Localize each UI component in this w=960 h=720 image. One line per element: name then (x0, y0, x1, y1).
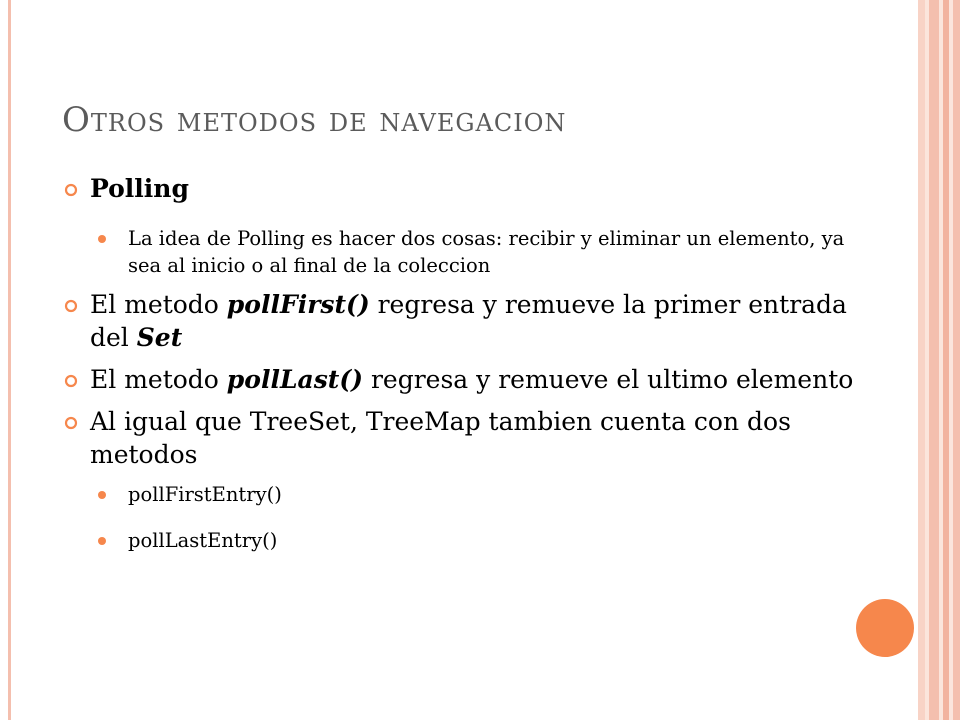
bullet-polling (64, 172, 864, 205)
bullet-polllast (64, 363, 864, 396)
sub-bullet-polling-description (98, 225, 864, 279)
dot-bullet-icon (98, 235, 106, 243)
bullet-treemap-text: Al igual que TreeSet, TreeMap tambien cuenta con dos metodos (90, 406, 791, 469)
left-frame-line (8, 0, 11, 720)
sub-bullet-pollfirstentry (98, 481, 864, 508)
sub-bullet-polllastentry-text: pollLastEntry() (128, 529, 278, 552)
bullet-pollfirst-pre: El metodo (90, 289, 227, 319)
dot-bullet-icon (98, 537, 106, 545)
bullet-treemap (64, 405, 864, 471)
pollfirst-method-name: pollFirst() (226, 289, 370, 319)
polllast-method-name: pollLast() (226, 364, 364, 394)
set-keyword: Set (136, 322, 183, 352)
bullet-pollfirst-post: regresa y remueve la primer entrada del (90, 289, 847, 352)
ring-bullet-icon (64, 416, 78, 430)
bullet-polllast-pre: El metodo (90, 364, 227, 394)
bullet-list (64, 172, 864, 563)
sub-bullet-polllastentry (98, 527, 864, 554)
bullet-pollfirst (64, 288, 864, 354)
decorative-orange-circle (856, 599, 914, 657)
right-decorative-bands (918, 0, 960, 720)
bullet-polllast-post: regresa y remueve el ultimo elemento (363, 364, 854, 394)
sub-bullet-polling-text: La idea de Polling es hacer dos cosas: recibir y eliminar un elemento, ya sea al inicio o al final de la coleccion (128, 226, 845, 277)
ring-bullet-icon (64, 299, 78, 313)
bullet-polling-text: Polling (90, 174, 189, 203)
ring-bullet-icon (64, 374, 78, 388)
sub-bullet-pollfirstentry-text: pollFirstEntry() (128, 482, 282, 506)
dot-bullet-icon (98, 491, 106, 499)
slide-title: Otros metodos de navegacion (62, 100, 567, 140)
ring-bullet-icon (64, 183, 78, 197)
